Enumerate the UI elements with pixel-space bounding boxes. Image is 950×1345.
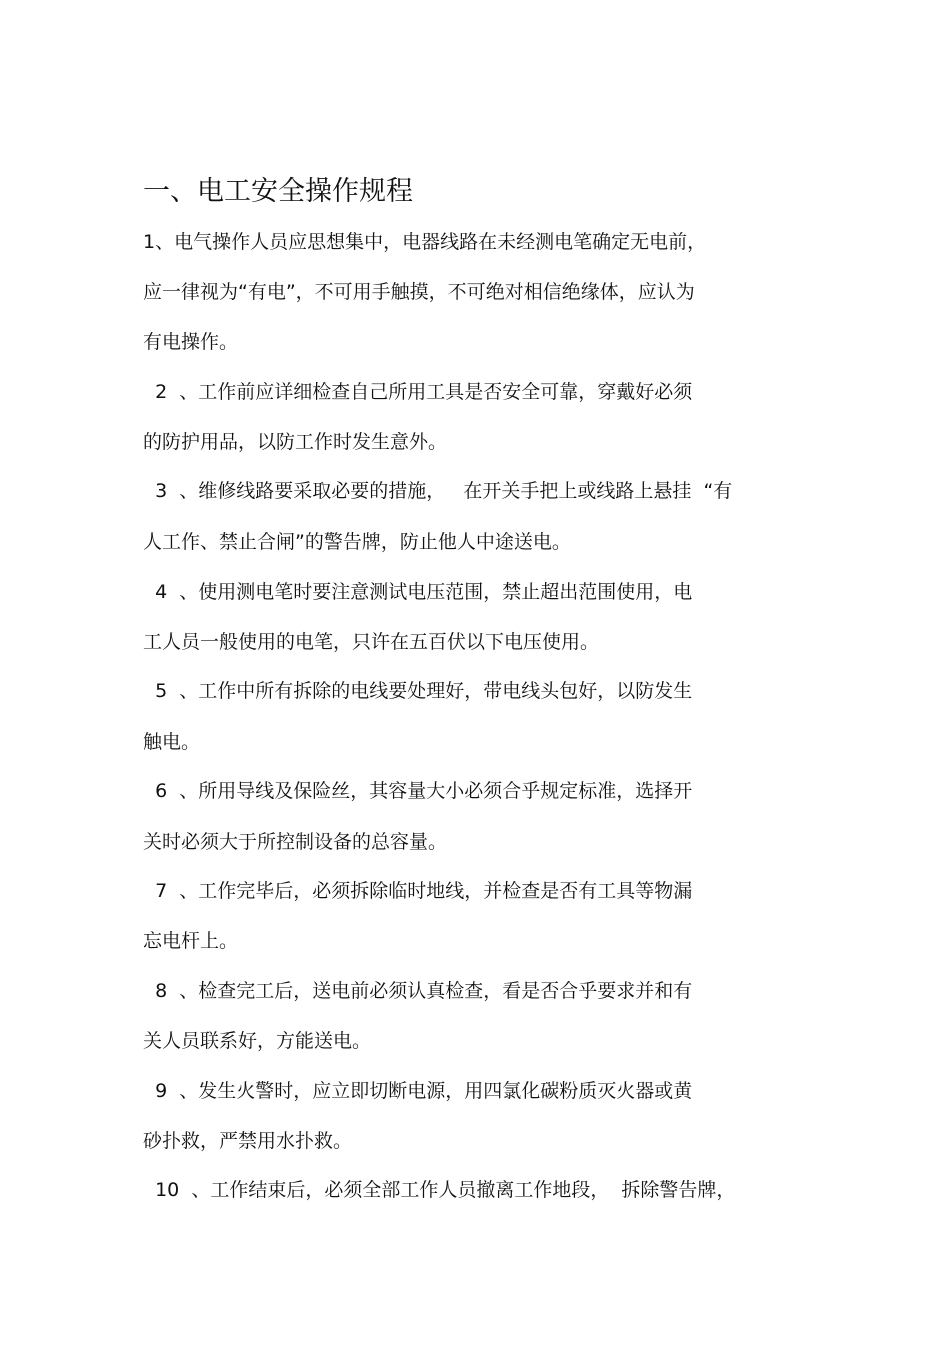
body-line: 有电操作。 [143, 331, 239, 353]
document-title: 一、电工安全操作规程 [143, 176, 413, 207]
body-line: 砂扑救，严禁用水扑救。 [143, 1130, 353, 1152]
body-line: 1、电气操作人员应思想集中，电器线路在未经测电笔确定无电前， [143, 231, 707, 253]
body-line: 10 、工作结束后，必须全部工作人员撤离工作地段， 拆除警告牌， [143, 1179, 736, 1201]
body-line: 4 、使用测电笔时要注意测试电压范围，禁止超出范围使用，电 [143, 581, 693, 603]
body-line: 人工作、禁止合闸”的警告牌，防止他人中途送电。 [143, 531, 571, 553]
body-line: 5 、工作中所有拆除的电线要处理好，带电线头包好，以防发生 [143, 680, 693, 702]
body-line: 关人员联系好，方能送电。 [143, 1030, 372, 1052]
body-line: 工人员一般使用的电笔，只许在五百伏以下电压使用。 [143, 631, 600, 653]
body-line: 的防护用品，以防工作时发生意外。 [143, 431, 448, 453]
body-line: 9 、发生火警时，应立即切断电源，用四氯化碳粉质灭火器或黄 [143, 1080, 693, 1102]
body-line: 3 、维修线路要采取必要的措施， 在开关手把上或线路上悬挂 “有 [143, 480, 733, 502]
body-line: 忘电杆上。 [143, 930, 239, 952]
body-line: 应一律视为“有电”，不可用手触摸，不可绝对相信绝缘体，应认为 [143, 281, 695, 303]
body-line: 关时必须大于所控制设备的总容量。 [143, 831, 448, 853]
body-line: 6 、所用导线及保险丝，其容量大小必须合乎规定标准，选择开 [143, 780, 693, 802]
body-line: 7 、工作完毕后，必须拆除临时地线，并检查是否有工具等物漏 [143, 880, 693, 902]
body-line: 触电。 [143, 731, 201, 753]
body-line: 2 、工作前应详细检查自己所用工具是否安全可靠，穿戴好必须 [143, 381, 693, 403]
body-line: 8 、检查完工后，送电前必须认真检查，看是否合乎要求并和有 [143, 980, 693, 1002]
